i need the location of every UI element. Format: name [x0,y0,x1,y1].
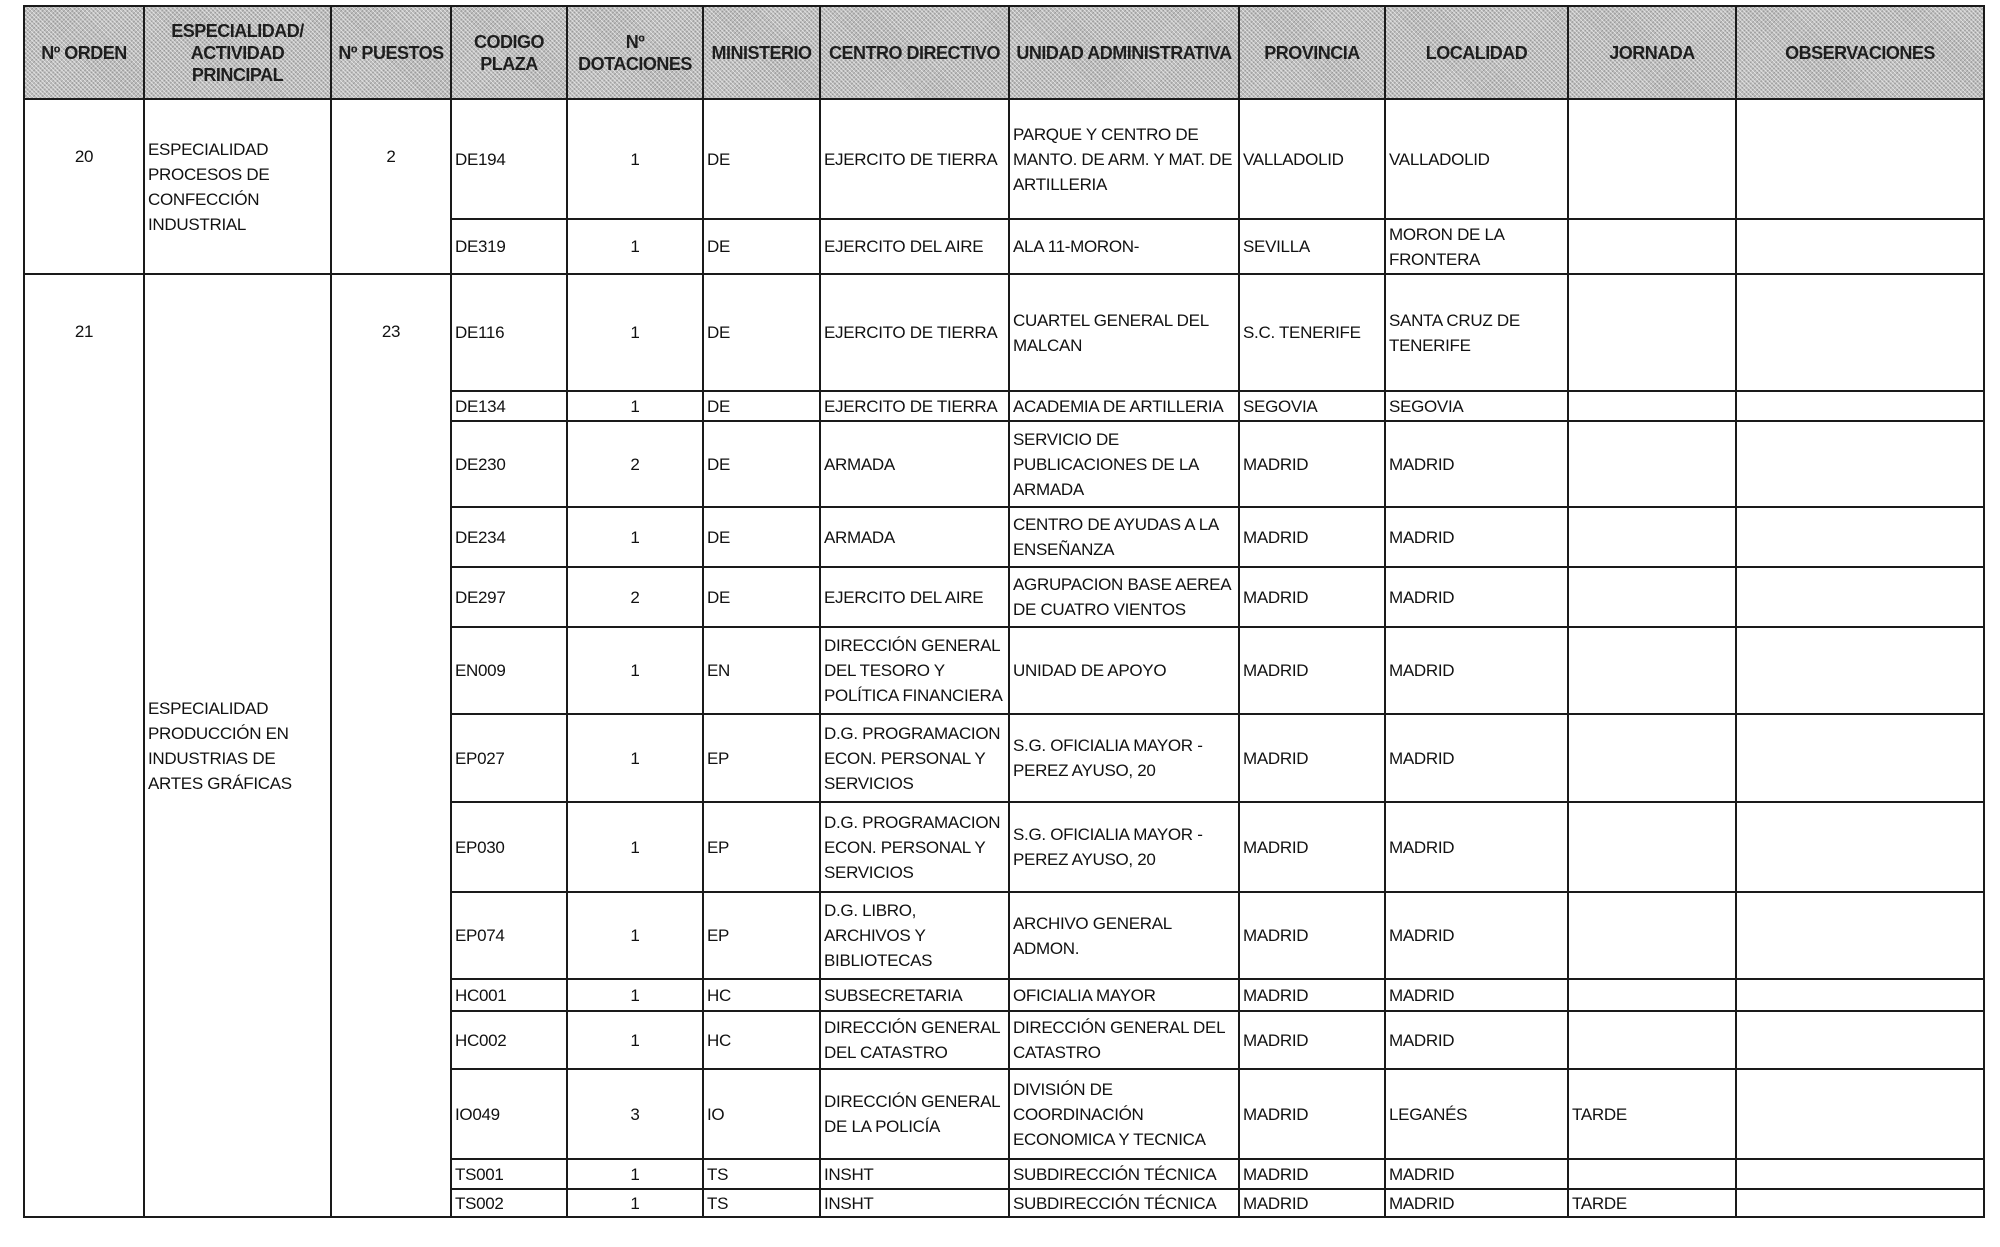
codigo-cell: EP074 [451,892,567,979]
localidad-cell: MADRID [1385,979,1568,1011]
codigo-cell: HC001 [451,979,567,1011]
header-orden: Nº ORDEN [24,6,144,99]
localidad-cell: LEGANÉS [1385,1069,1568,1159]
unidad-cell: PARQUE Y CENTRO DE MANTO. DE ARM. Y MAT. DE ARTILLERIA [1009,99,1239,219]
puestos-cell: 23 [331,274,451,1217]
provincia-cell: MADRID [1239,892,1385,979]
provincia-cell: MADRID [1239,1069,1385,1159]
ministerio-cell: DE [703,274,820,391]
localidad-cell: MADRID [1385,1189,1568,1217]
jornada-cell [1568,1159,1736,1189]
localidad-cell: SEGOVIA [1385,391,1568,421]
dotaciones-cell: 1 [567,627,703,714]
jornada-cell [1568,627,1736,714]
ministerio-cell: EP [703,802,820,892]
observaciones-cell [1736,802,1984,892]
observaciones-cell [1736,421,1984,507]
provincia-cell: S.C. TENERIFE [1239,274,1385,391]
provincia-cell: MADRID [1239,1159,1385,1189]
dotaciones-cell: 1 [567,391,703,421]
provincia-cell: VALLADOLID [1239,99,1385,219]
observaciones-cell [1736,1159,1984,1189]
observaciones-cell [1736,1189,1984,1217]
unidad-cell: ARCHIVO GENERAL ADMON. [1009,892,1239,979]
localidad-cell: VALLADOLID [1385,99,1568,219]
unidad-cell: DIVISIÓN DE COORDINACIÓN ECONOMICA Y TECNICA [1009,1069,1239,1159]
unidad-cell: ACADEMIA DE ARTILLERIA [1009,391,1239,421]
orden-cell: 21 [24,274,144,1217]
codigo-cell: IO049 [451,1069,567,1159]
ministerio-cell: EN [703,627,820,714]
jornada-cell [1568,892,1736,979]
header-especialidad: ESPECIALIDAD/ ACTIVIDAD PRINCIPAL [144,6,331,99]
provincia-cell: MADRID [1239,567,1385,627]
dotaciones-cell: 1 [567,979,703,1011]
unidad-cell: OFICIALIA MAYOR [1009,979,1239,1011]
localidad-cell: MORON DE LA FRONTERA [1385,219,1568,274]
header-dotaciones: Nº DOTACIONES [567,6,703,99]
centro-cell: INSHT [820,1189,1009,1217]
centro-cell: D.G. PROGRAMACION ECON. PERSONAL Y SERVICIOS [820,714,1009,802]
centro-cell: D.G. LIBRO, ARCHIVOS Y BIBLIOTECAS [820,892,1009,979]
codigo-cell: DE297 [451,567,567,627]
table-row [24,274,1984,391]
header-puestos: Nº PUESTOS [331,6,451,99]
dotaciones-cell: 1 [567,274,703,391]
table-header-row [24,6,1984,99]
observaciones-cell [1736,567,1984,627]
jornada-cell [1568,219,1736,274]
dotaciones-cell: 1 [567,1159,703,1189]
plazas-table [23,5,1985,1218]
codigo-cell: DE116 [451,274,567,391]
ministerio-cell: DE [703,507,820,567]
ministerio-cell: DE [703,421,820,507]
centro-cell: INSHT [820,1159,1009,1189]
localidad-cell: MADRID [1385,567,1568,627]
jornada-cell [1568,714,1736,802]
ministerio-cell: EP [703,892,820,979]
ministerio-cell: TS [703,1159,820,1189]
localidad-cell: MADRID [1385,421,1568,507]
localidad-cell: MADRID [1385,507,1568,567]
centro-cell: DIRECCIÓN GENERAL DEL TESORO Y POLÍTICA FINANCIERA [820,627,1009,714]
ministerio-cell: IO [703,1069,820,1159]
centro-cell: EJERCITO DEL AIRE [820,219,1009,274]
especialidad-cell: ESPECIALIDAD PROCESOS DE CONFECCIÓN INDUSTRIAL [144,99,331,274]
dotaciones-cell: 1 [567,714,703,802]
unidad-cell: CUARTEL GENERAL DEL MALCAN [1009,274,1239,391]
localidad-cell: MADRID [1385,714,1568,802]
observaciones-cell [1736,274,1984,391]
jornada-cell [1568,507,1736,567]
dotaciones-cell: 1 [567,219,703,274]
dotaciones-cell: 2 [567,567,703,627]
unidad-cell: ALA 11-MORON- [1009,219,1239,274]
table-row [24,99,1984,219]
provincia-cell: MADRID [1239,1011,1385,1069]
codigo-cell: TS002 [451,1189,567,1217]
ministerio-cell: DE [703,99,820,219]
ministerio-cell: DE [703,219,820,274]
unidad-cell: SUBDIRECCIÓN TÉCNICA [1009,1159,1239,1189]
dotaciones-cell: 1 [567,99,703,219]
dotaciones-cell: 1 [567,892,703,979]
unidad-cell: UNIDAD DE APOYO [1009,627,1239,714]
provincia-cell: MADRID [1239,714,1385,802]
ministerio-cell: HC [703,1011,820,1069]
unidad-cell: S.G. OFICIALIA MAYOR - PEREZ AYUSO, 20 [1009,714,1239,802]
header-localidad: LOCALIDAD [1385,6,1568,99]
provincia-cell: MADRID [1239,421,1385,507]
header-centro-directivo: CENTRO DIRECTIVO [820,6,1009,99]
centro-cell: DIRECCIÓN GENERAL DEL CATASTRO [820,1011,1009,1069]
codigo-cell: DE234 [451,507,567,567]
observaciones-cell [1736,391,1984,421]
codigo-cell: HC002 [451,1011,567,1069]
unidad-cell: AGRUPACION BASE AEREA DE CUATRO VIENTOS [1009,567,1239,627]
centro-cell: EJERCITO DE TIERRA [820,391,1009,421]
provincia-cell: MADRID [1239,507,1385,567]
observaciones-cell [1736,1011,1984,1069]
codigo-cell: DE319 [451,219,567,274]
observaciones-cell [1736,979,1984,1011]
jornada-cell: TARDE [1568,1189,1736,1217]
localidad-cell: MADRID [1385,1011,1568,1069]
centro-cell: EJERCITO DE TIERRA [820,99,1009,219]
codigo-cell: DE230 [451,421,567,507]
dotaciones-cell: 1 [567,1189,703,1217]
ministerio-cell: DE [703,391,820,421]
header-provincia: PROVINCIA [1239,6,1385,99]
codigo-cell: DE134 [451,391,567,421]
ministerio-cell: HC [703,979,820,1011]
codigo-cell: TS001 [451,1159,567,1189]
codigo-cell: EN009 [451,627,567,714]
puestos-cell: 2 [331,99,451,274]
provincia-cell: SEGOVIA [1239,391,1385,421]
centro-cell: DIRECCIÓN GENERAL DE LA POLICÍA [820,1069,1009,1159]
centro-cell: SUBSECRETARIA [820,979,1009,1011]
localidad-cell: MADRID [1385,892,1568,979]
header-observaciones: OBSERVACIONES [1736,6,1984,99]
localidad-cell: MADRID [1385,802,1568,892]
centro-cell: D.G. PROGRAMACION ECON. PERSONAL Y SERVICIOS [820,802,1009,892]
jornada-cell [1568,274,1736,391]
provincia-cell: MADRID [1239,1189,1385,1217]
provincia-cell: MADRID [1239,627,1385,714]
codigo-cell: DE194 [451,99,567,219]
unidad-cell: S.G. OFICIALIA MAYOR - PEREZ AYUSO, 20 [1009,802,1239,892]
centro-cell: ARMADA [820,507,1009,567]
jornada-cell [1568,421,1736,507]
localidad-cell: SANTA CRUZ DE TENERIFE [1385,274,1568,391]
observaciones-cell [1736,892,1984,979]
centro-cell: EJERCITO DEL AIRE [820,567,1009,627]
orden-cell: 20 [24,99,144,274]
jornada-cell [1568,567,1736,627]
table-body [24,99,1984,1217]
observaciones-cell [1736,1069,1984,1159]
centro-cell: ARMADA [820,421,1009,507]
codigo-cell: EP030 [451,802,567,892]
ministerio-cell: EP [703,714,820,802]
localidad-cell: MADRID [1385,627,1568,714]
header-codigo-plaza: CODIGO PLAZA [451,6,567,99]
jornada-cell [1568,1011,1736,1069]
especialidad-cell: ESPECIALIDAD PRODUCCIÓN EN INDUSTRIAS DE ARTES GRÁFICAS [144,274,331,1217]
centro-cell: EJERCITO DE TIERRA [820,274,1009,391]
unidad-cell: DIRECCIÓN GENERAL DEL CATASTRO [1009,1011,1239,1069]
observaciones-cell [1736,507,1984,567]
dotaciones-cell: 1 [567,802,703,892]
ministerio-cell: DE [703,567,820,627]
jornada-cell [1568,802,1736,892]
ministerio-cell: TS [703,1189,820,1217]
header-unidad-administrativa: UNIDAD ADMINISTRATIVA [1009,6,1239,99]
jornada-cell [1568,391,1736,421]
provincia-cell: MADRID [1239,802,1385,892]
provincia-cell: SEVILLA [1239,219,1385,274]
jornada-cell: TARDE [1568,1069,1736,1159]
observaciones-cell [1736,627,1984,714]
observaciones-cell [1736,714,1984,802]
dotaciones-cell: 2 [567,421,703,507]
localidad-cell: MADRID [1385,1159,1568,1189]
jornada-cell [1568,979,1736,1011]
unidad-cell: SUBDIRECCIÓN TÉCNICA [1009,1189,1239,1217]
dotaciones-cell: 1 [567,507,703,567]
provincia-cell: MADRID [1239,979,1385,1011]
header-ministerio: MINISTERIO [703,6,820,99]
header-jornada: JORNADA [1568,6,1736,99]
unidad-cell: SERVICIO DE PUBLICACIONES DE LA ARMADA [1009,421,1239,507]
unidad-cell: CENTRO DE AYUDAS A LA ENSEÑANZA [1009,507,1239,567]
observaciones-cell [1736,99,1984,219]
codigo-cell: EP027 [451,714,567,802]
dotaciones-cell: 1 [567,1011,703,1069]
jornada-cell [1568,99,1736,219]
dotaciones-cell: 3 [567,1069,703,1159]
observaciones-cell [1736,219,1984,274]
